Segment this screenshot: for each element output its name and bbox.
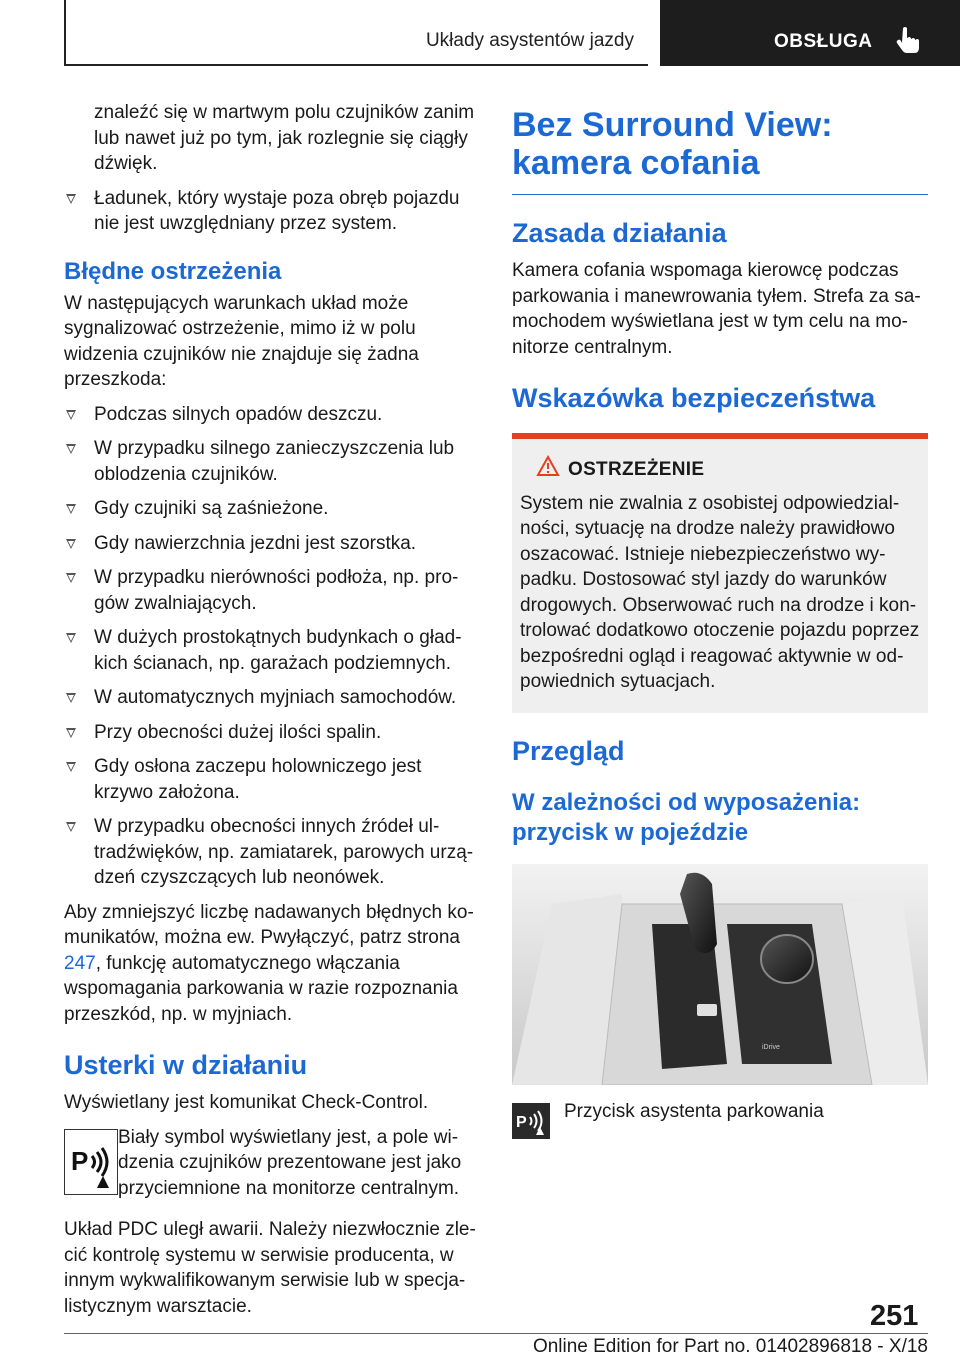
warning-box: [512, 433, 928, 713]
heading-malfunction: Usterki w działaniu: [64, 1050, 308, 1080]
malfunction-text: Układ PDC uległ awarii. Należy niezwłocznie zlecić kontrolę systemu w serwisie producenta, w innym wykwalifikowanym serwisie lub w specjalistycznym warsztacie.: [64, 1219, 476, 1317]
list-item: Gdy osłona zaczepu holowniczego jest krzywo założona.: [64, 754, 476, 805]
center-console-illustration: [512, 864, 928, 1085]
heading-false-warnings: Błędne ostrzeżenia: [64, 257, 282, 285]
heading-overview: Przegląd: [512, 735, 625, 766]
pdc-button-caption: P Przycisk asystenta parkowania: [512, 1099, 928, 1143]
principle-text: Kamera cofania wspomaga kierowcę podczas parkowania i manewrowania tyłem. Strefa za samochodem wyświetlana jest w tym celu na monitorze centralnym.: [512, 260, 921, 358]
header-left-rule: [64, 0, 66, 66]
page-number: 251: [870, 1300, 919, 1332]
header-section-title: Układy asystentów jazdy: [425, 30, 634, 51]
heading-safety: Wskazówka bezpieczeństwa: [512, 383, 876, 413]
center-console-photo: [512, 864, 928, 1085]
pdc-fault-note: P Biały symbol wyświetlany jest, a pole widzenia czujników prezentowane jest jako przyciemnione na monitorze centralnym.: [64, 1125, 476, 1202]
svg-text:P: P: [516, 1113, 527, 1131]
svg-text:iDrive: iDrive: [762, 1043, 780, 1051]
warning-triangle-icon: [536, 455, 560, 477]
warning-title: OSTRZEŻENIE: [568, 457, 920, 483]
triangle-bullet-icon: [66, 444, 76, 454]
footer-edition: Online Edition for Part no. 01402896818 - X/18: [532, 1336, 928, 1357]
header-rule: [64, 64, 648, 66]
hand-pointer-icon: [896, 26, 922, 54]
malfunction-intro: Wyświetlany jest komunikat Check-Control.: [64, 1092, 429, 1113]
list-item: Gdy czujniki są zaśnieżone.: [64, 496, 476, 522]
parking-assistant-button-icon: [512, 1103, 550, 1139]
section-title: Bez Surround View: kamera cofania: [512, 106, 928, 195]
chapter-tab-label: OBSŁUGA: [774, 31, 873, 52]
triangle-bullet-icon: [66, 728, 76, 738]
list-item: Przy obecności dużej ilości spalin.: [64, 720, 476, 746]
list-item: Ładunek, który wystaje poza obręb pojazdu nie jest uwzględniany przez system.: [64, 186, 476, 237]
list-item: Gdy nawierzchnia jezdni jest szorstka.: [64, 531, 476, 557]
page-link[interactable]: 247: [64, 952, 96, 974]
list-item: W dużych prostokątnych budynkach o gładkich ścianach, np. garażach podziemnych.: [64, 625, 476, 676]
triangle-bullet-icon: [66, 194, 76, 204]
header-chapter-tab[interactable]: [660, 0, 960, 66]
triangle-bullet-icon: [66, 504, 76, 514]
heading-principle: Zasada działania: [512, 218, 727, 248]
list-item: Podczas silnych opadów deszczu.: [64, 402, 476, 428]
list-item: W przypadku obecności innych źródeł ultradźwięków, np. zamiatarek, parowych urządzeń czyszczących lub neonówek.: [64, 814, 476, 891]
list-item: W automatycznych myjniach samochodów.: [64, 685, 476, 711]
triangle-bullet-icon: [66, 822, 76, 832]
footer-rule: [64, 1333, 928, 1334]
triangle-bullet-icon: [66, 762, 76, 772]
warning-text: System nie zwalnia z osobistej odpowiedzialności, sytuację na drodze należy prawidłowo oszacować. Istnieje niebezpieczeństwo wypadku. Dostosować styl jazdy do warunków drogowych. Obserwować ruch na drodze i kontrolować dodatkowo otoczenie pojazdu poprzez bezpośredni ogląd i reagować aktywnie w odpowiednich sytuacjach.: [520, 492, 920, 692]
triangle-bullet-icon: [66, 693, 76, 703]
list-item: W przypadku nierówności podłoża, np. progów zwalniających.: [64, 565, 476, 616]
false-warnings-intro: W następujących warunkach układ może sygnalizować ostrzeżenie, mimo iż w polu widzenia czujników nie znajduje się żadna przeszkoda:: [64, 292, 419, 390]
pdc-fault-icon: [64, 1129, 118, 1195]
reduce-warnings-paragraph: Aby zmniejszyć liczbę nadawanych błędnych komunikatów, można ew. Pwyłączyć, patrz strona 247, funkcję automatycznego włączania wspomagania parkowania w razie rozpoznania przeszkód, np. w myjniach.: [64, 901, 474, 1025]
svg-text:P: P: [71, 1145, 89, 1176]
triangle-bullet-icon: [66, 633, 76, 643]
left-column: [64, 100, 476, 1328]
continued-bullet-text: znaleźć się w martwym polu czujników zanim lub nawet już po tym, jak rozlegnie się ciągły dźwięk.: [94, 102, 475, 174]
triangle-bullet-icon: [66, 410, 76, 420]
triangle-bullet-icon: [66, 573, 76, 583]
list-item: W przypadku silnego zanieczyszczenia lub oblodzenia czujników.: [64, 436, 476, 487]
triangle-bullet-icon: [66, 539, 76, 549]
right-column: [512, 100, 928, 1143]
heading-equipment-button: W zależności od wyposażenia: przycisk w pojeździe: [512, 788, 861, 846]
